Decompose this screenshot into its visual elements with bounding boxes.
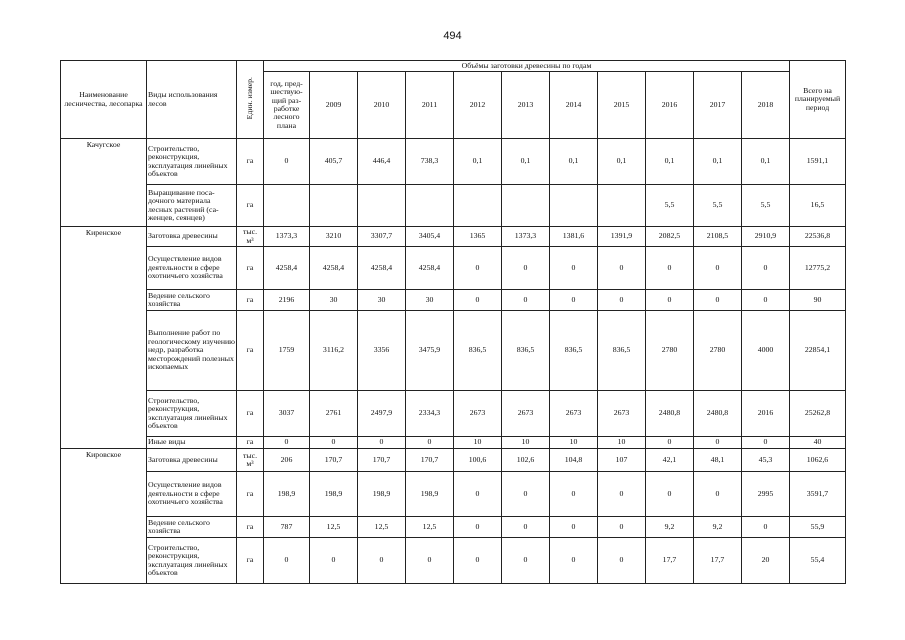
volume-value: 0,1 <box>550 139 598 185</box>
volume-value: 45,3 <box>742 449 790 472</box>
table-row <box>61 437 846 449</box>
volume-value: 0 <box>550 290 598 311</box>
total-value: 12775,2 <box>790 247 846 290</box>
volume-value: 198,9 <box>358 472 406 517</box>
volume-value: 12,5 <box>310 517 358 538</box>
unit: га <box>237 517 264 538</box>
volume-value: 10 <box>550 437 598 449</box>
volume-value: 3037 <box>264 391 310 437</box>
unit-label: тыс. <box>242 450 258 460</box>
volume-value: 4258,4 <box>358 247 406 290</box>
volume-value: 0 <box>358 437 406 449</box>
total-value: 22536,8 <box>790 227 846 247</box>
volume-value <box>406 185 454 227</box>
forestry-name: Киренское <box>61 227 147 449</box>
volume-value: 405,7 <box>310 139 358 185</box>
use-type: Строительство, реконструкция, эксплуатация линейных объектов <box>147 538 237 584</box>
use-type: Иные виды <box>147 437 237 449</box>
volume-value: 2082,5 <box>646 227 694 247</box>
table-row <box>61 290 846 311</box>
volume-value: 2480,8 <box>646 391 694 437</box>
volume-value: 2761 <box>310 391 358 437</box>
volume-value: 17,7 <box>646 538 694 584</box>
volume-value: 5,5 <box>646 185 694 227</box>
volume-value: 9,2 <box>646 517 694 538</box>
volume-value: 0 <box>646 437 694 449</box>
volume-value: 4258,4 <box>310 247 358 290</box>
volume-value: 2016 <box>742 391 790 437</box>
volume-value: 2780 <box>646 311 694 391</box>
forestry-name: Качугское <box>61 139 147 227</box>
volume-value: 0 <box>742 517 790 538</box>
volume-value: 0,1 <box>694 139 742 185</box>
volume-value <box>358 185 406 227</box>
total-value: 16,5 <box>790 185 846 227</box>
unit-sup: м³ <box>246 459 254 468</box>
volume-value: 10 <box>598 437 646 449</box>
table-row <box>61 311 846 391</box>
use-type: Осуществление видов деятельности в сфере охотничьего хозяйства <box>147 472 237 517</box>
volume-value: 836,5 <box>598 311 646 391</box>
table-row <box>61 185 846 227</box>
volume-value: 2480,8 <box>694 391 742 437</box>
volume-value: 0 <box>406 437 454 449</box>
total-value: 55,9 <box>790 517 846 538</box>
volume-value: 836,5 <box>454 311 502 391</box>
use-type: Заготовка древесины <box>147 227 237 247</box>
volume-value: 0,1 <box>502 139 550 185</box>
volume-value: 198,9 <box>264 472 310 517</box>
header-year-2014: 2014 <box>550 72 598 139</box>
table-row <box>61 517 846 538</box>
volume-value: 3116,2 <box>310 311 358 391</box>
volume-value: 1365 <box>454 227 502 247</box>
use-type: Выращивание поса-дочного материала лесных растений (са-женцев, сеянцев) <box>147 185 237 227</box>
total-value: 40 <box>790 437 846 449</box>
table-row <box>61 391 846 437</box>
volume-value: 2108,5 <box>694 227 742 247</box>
volume-value: 0 <box>454 517 502 538</box>
table-row <box>61 449 846 472</box>
header-year-2009: 2009 <box>310 72 358 139</box>
volume-value: 30 <box>310 290 358 311</box>
volume-value: 104,8 <box>550 449 598 472</box>
volume-value: 2673 <box>598 391 646 437</box>
header-year-2018: 2018 <box>742 72 790 139</box>
header-year-2010: 2010 <box>358 72 406 139</box>
volume-value: 0 <box>646 247 694 290</box>
volume-value: 3356 <box>358 311 406 391</box>
volume-value: 10 <box>454 437 502 449</box>
volume-value: 0 <box>264 538 310 584</box>
volume-value: 170,7 <box>358 449 406 472</box>
volume-value <box>598 185 646 227</box>
volume-value: 107 <box>598 449 646 472</box>
volume-value: 0 <box>502 538 550 584</box>
volume-value: 3210 <box>310 227 358 247</box>
volume-value: 1373,3 <box>264 227 310 247</box>
volume-value: 1759 <box>264 311 310 391</box>
volume-value: 2780 <box>694 311 742 391</box>
volume-value: 2910,9 <box>742 227 790 247</box>
volume-value: 0 <box>742 437 790 449</box>
header-unit: Един. измер. <box>237 61 264 139</box>
volume-value: 3475,9 <box>406 311 454 391</box>
volume-value: 2334,3 <box>406 391 454 437</box>
volume-value: 2673 <box>550 391 598 437</box>
volume-value: 0 <box>646 472 694 517</box>
header-year-2011: 2011 <box>406 72 454 139</box>
volume-value: 30 <box>358 290 406 311</box>
header-group-title: Объёмы заготовки древесины по годам <box>264 61 790 72</box>
volume-value: 0 <box>550 517 598 538</box>
volume-value: 787 <box>264 517 310 538</box>
volume-value: 102,6 <box>502 449 550 472</box>
volume-value: 0 <box>694 437 742 449</box>
use-type: Ведение сельского хозяйства <box>147 290 237 311</box>
table-row <box>61 227 846 247</box>
volume-value: 12,5 <box>406 517 454 538</box>
volume-value: 0 <box>310 437 358 449</box>
volume-value <box>502 185 550 227</box>
volume-value: 0 <box>646 290 694 311</box>
volume-value: 9,2 <box>694 517 742 538</box>
header-plan-year: год, пред-шествую-щий раз-работке лесного плана <box>264 72 310 139</box>
volume-value: 0,1 <box>742 139 790 185</box>
volume-value <box>454 185 502 227</box>
volume-value: 0,1 <box>598 139 646 185</box>
unit: га <box>237 538 264 584</box>
volume-value: 1381,6 <box>550 227 598 247</box>
volume-value: 42,1 <box>646 449 694 472</box>
table-row <box>61 139 846 185</box>
volume-value: 446,4 <box>358 139 406 185</box>
volume-value: 0 <box>310 538 358 584</box>
header-use: Виды использования лесов <box>147 61 237 139</box>
volume-value: 836,5 <box>502 311 550 391</box>
volume-value: 2497,9 <box>358 391 406 437</box>
volume-value: 0 <box>598 472 646 517</box>
volume-value: 3405,4 <box>406 227 454 247</box>
harvest-volume-table <box>60 60 846 584</box>
unit <box>237 227 264 247</box>
volume-value: 3307,7 <box>358 227 406 247</box>
volume-value: 0 <box>694 472 742 517</box>
volume-value: 0 <box>694 290 742 311</box>
header-total: Всего на планируемый период <box>790 61 846 139</box>
use-type: Осуществление видов деятельности в сфере охотничьего хозяйства <box>147 247 237 290</box>
use-type: Строительство, реконструкция, эксплуатация линейных объектов <box>147 139 237 185</box>
volume-value: 0 <box>454 538 502 584</box>
unit <box>237 449 264 472</box>
volume-value: 0 <box>742 247 790 290</box>
volume-value: 836,5 <box>550 311 598 391</box>
volume-value: 0 <box>550 247 598 290</box>
total-value: 1591,1 <box>790 139 846 185</box>
header-year-2016: 2016 <box>646 72 694 139</box>
use-type: Строительство, реконструкция, эксплуатация линейных объектов <box>147 391 237 437</box>
forestry-name: Кировское <box>61 449 147 584</box>
volume-value: 4258,4 <box>264 247 310 290</box>
volume-value: 1391,9 <box>598 227 646 247</box>
unit: га <box>237 311 264 391</box>
unit: га <box>237 139 264 185</box>
volume-value: 0 <box>502 247 550 290</box>
volume-value: 0 <box>502 290 550 311</box>
header-year-2012: 2012 <box>454 72 502 139</box>
total-value: 22854,1 <box>790 311 846 391</box>
volume-value: 170,7 <box>310 449 358 472</box>
total-value: 1062,6 <box>790 449 846 472</box>
volume-value: 206 <box>264 449 310 472</box>
volume-value: 17,7 <box>694 538 742 584</box>
table-row <box>61 247 846 290</box>
volume-value: 100,6 <box>454 449 502 472</box>
volume-value: 20 <box>742 538 790 584</box>
volume-value: 0 <box>264 437 310 449</box>
volume-value: 0 <box>598 290 646 311</box>
unit: га <box>237 437 264 449</box>
volume-value: 0 <box>454 290 502 311</box>
total-value: 3591,7 <box>790 472 846 517</box>
volume-value: 2673 <box>454 391 502 437</box>
header-year-2017: 2017 <box>694 72 742 139</box>
volume-value: 198,9 <box>406 472 454 517</box>
volume-value: 1373,3 <box>502 227 550 247</box>
volume-value: 0 <box>502 472 550 517</box>
volume-value: 4000 <box>742 311 790 391</box>
volume-value <box>550 185 598 227</box>
use-type: Выполнение работ по геологическому изучению недр, разработка месторождений полезных ископаемых <box>147 311 237 391</box>
total-value: 25262,8 <box>790 391 846 437</box>
volume-value: 4258,4 <box>406 247 454 290</box>
volume-value: 0 <box>454 247 502 290</box>
unit: га <box>237 247 264 290</box>
volume-value: 2995 <box>742 472 790 517</box>
volume-value <box>264 185 310 227</box>
volume-value: 198,9 <box>310 472 358 517</box>
volume-value: 0 <box>694 247 742 290</box>
volume-value: 0 <box>598 247 646 290</box>
page-number: 494 <box>443 30 462 42</box>
volume-value: 0 <box>550 472 598 517</box>
table-row <box>61 538 846 584</box>
volume-value: 0 <box>454 472 502 517</box>
unit: га <box>237 185 264 227</box>
volume-value: 30 <box>406 290 454 311</box>
header-year-2015: 2015 <box>598 72 646 139</box>
use-type: Ведение сельского хозяйства <box>147 517 237 538</box>
unit: га <box>237 391 264 437</box>
volume-value: 0 <box>264 139 310 185</box>
total-value: 55,4 <box>790 538 846 584</box>
volume-value: 170,7 <box>406 449 454 472</box>
volume-value: 0 <box>502 517 550 538</box>
unit-label: тыс. <box>242 227 258 237</box>
volume-value: 0 <box>406 538 454 584</box>
volume-value: 0 <box>358 538 406 584</box>
use-type: Заготовка древесины <box>147 449 237 472</box>
volume-value: 0 <box>742 290 790 311</box>
volume-value <box>310 185 358 227</box>
volume-value: 2673 <box>502 391 550 437</box>
total-value: 90 <box>790 290 846 311</box>
unit-sup: м³ <box>246 235 254 245</box>
volume-value: 12,5 <box>358 517 406 538</box>
volume-value: 5,5 <box>694 185 742 227</box>
volume-value: 0 <box>598 517 646 538</box>
volume-value: 5,5 <box>742 185 790 227</box>
unit: га <box>237 472 264 517</box>
unit: га <box>237 290 264 311</box>
volume-value: 0 <box>550 538 598 584</box>
volume-value: 2196 <box>264 290 310 311</box>
header-org: Наименование лесничества, лесопарка <box>61 61 147 139</box>
header-year-2013: 2013 <box>502 72 550 139</box>
volume-value: 0,1 <box>646 139 694 185</box>
volume-value: 10 <box>502 437 550 449</box>
volume-value: 0,1 <box>454 139 502 185</box>
volume-value: 48,1 <box>694 449 742 472</box>
volume-value: 738,3 <box>406 139 454 185</box>
table-row <box>61 472 846 517</box>
volume-value: 0 <box>598 538 646 584</box>
